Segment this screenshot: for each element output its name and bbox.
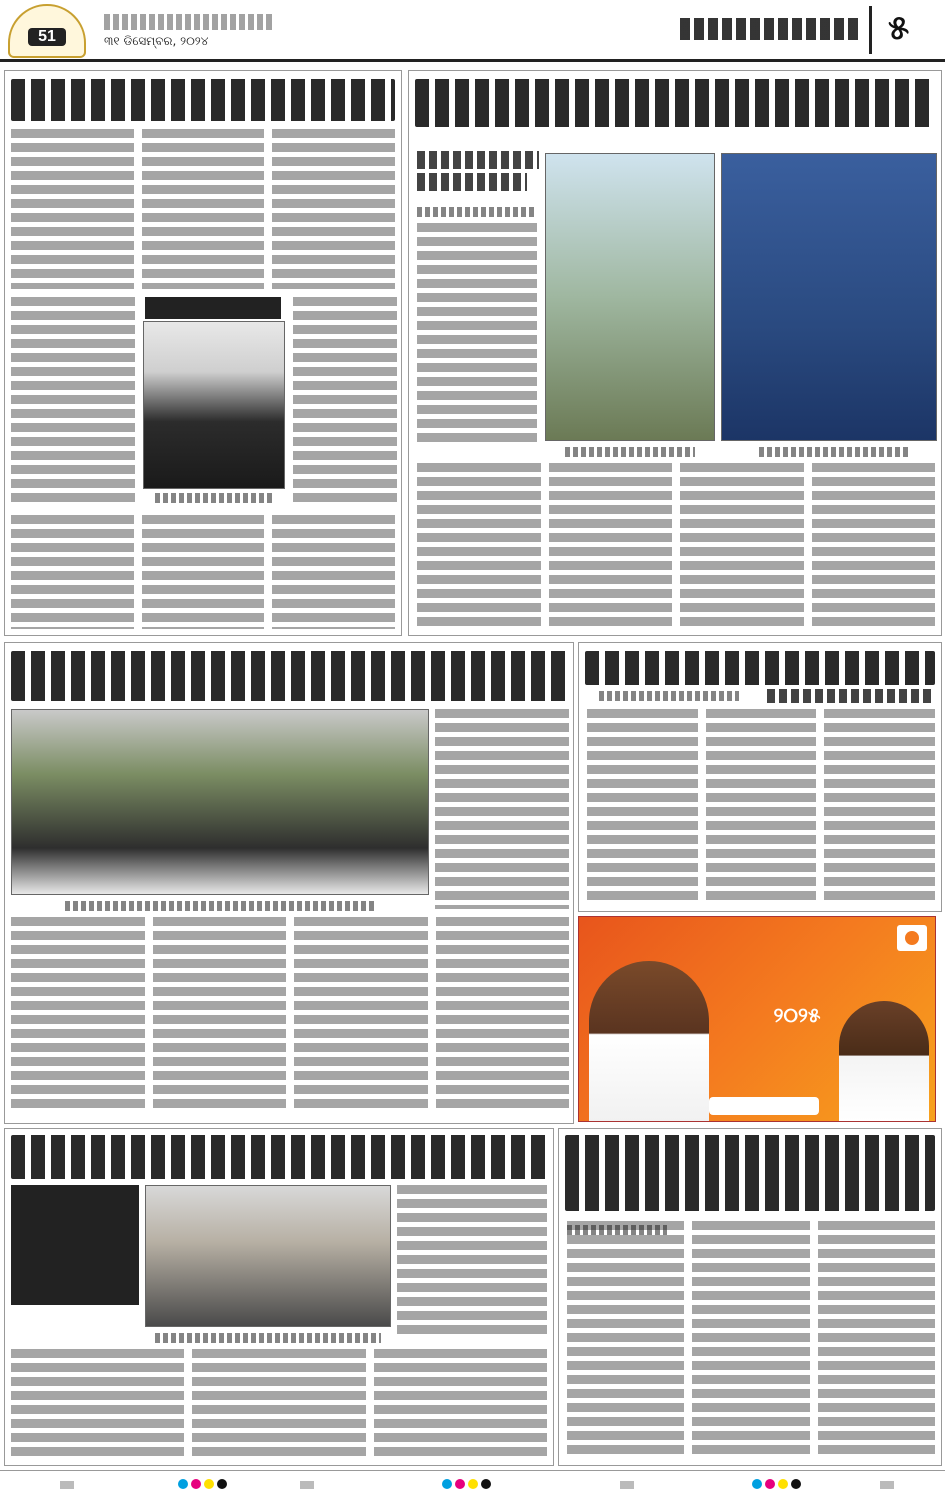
birthday-new-year-ad [578,916,936,1122]
story-farmers-compensation [4,642,574,1124]
story-body [11,129,395,289]
dateline-city [104,14,274,30]
story-road-safety [4,1128,554,1466]
ad-year: ୨୦୨୫ [773,1003,821,1027]
sidebar-label [145,297,281,319]
emblem-number: 51 [28,28,66,46]
plaque-caption [759,447,909,457]
plaque-photo [721,153,937,441]
story-headline [11,1135,547,1179]
story-body-narrow [417,223,537,443]
story-headline [11,79,395,121]
masthead [0,0,945,62]
photo-caption [155,1333,381,1343]
statue-photo [545,153,715,441]
section-title [672,6,872,54]
registration-marks-right [752,1479,801,1489]
story-body [11,1349,547,1457]
page-number: ୫ [888,8,910,48]
party-logo-icon [897,925,927,951]
district-box-label [11,1185,139,1197]
meeting-photo [145,1185,391,1327]
registration-marks-center [442,1479,491,1489]
story-body [587,709,935,905]
district-box [11,1185,139,1305]
story-body [11,917,569,1113]
ad-portrait-left [589,961,709,1121]
story-subhead [767,689,935,703]
statue-caption [565,447,695,457]
legislator-photo [143,321,285,489]
story-body-right [293,297,397,507]
story-body [567,1221,935,1459]
print-registration-footer [0,1470,945,1497]
story-body-side [435,709,569,909]
story-statue-plan [408,70,942,636]
photo-caption [65,901,375,911]
story-headline [11,651,567,701]
story-headline [415,79,935,127]
story-subhead-2 [417,173,527,191]
story-healthcare [4,70,402,636]
field-visit-photo [11,709,429,895]
story-employees-demands [558,1128,942,1466]
dateline-ref [599,691,739,701]
photo-caption [155,493,273,503]
story-body [417,463,935,629]
anniversary-emblem [8,4,86,58]
ad-nameplate [709,1097,819,1115]
story-body-side [397,1185,547,1335]
story-headline [565,1135,935,1211]
story-headline [585,651,935,685]
story-pujari-quote [578,642,942,912]
ad-portrait-right [839,1001,929,1121]
dateline-date: ୩୧ ଡିସେମ୍ବର, ୨୦୨୪ [104,34,212,49]
dateline-ref [417,207,537,217]
story-body-bottom [11,515,395,629]
story-subhead [417,151,539,169]
story-body-left [11,297,135,507]
registration-marks-left [178,1479,227,1489]
